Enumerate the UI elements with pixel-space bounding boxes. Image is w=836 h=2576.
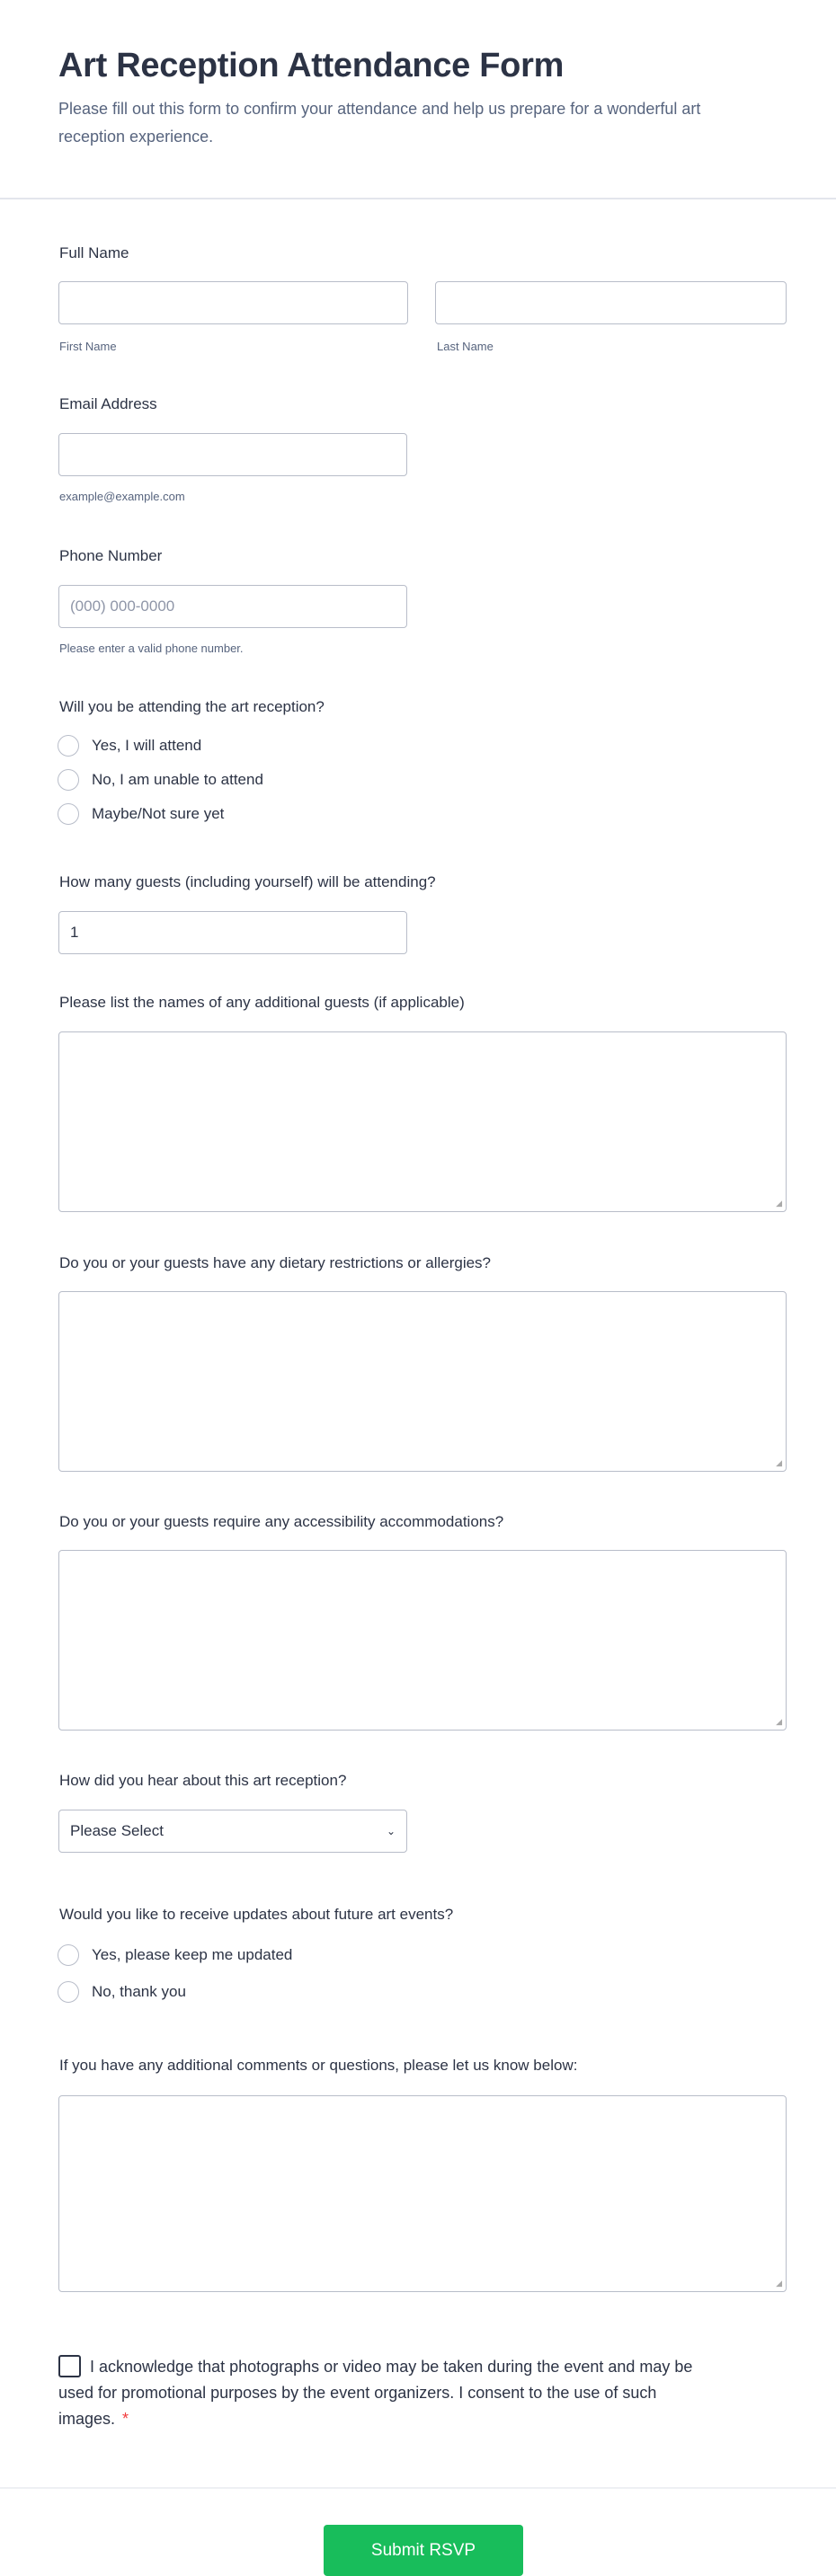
hear-select[interactable] [58,1810,407,1853]
updates-option-no[interactable] [58,1981,186,2003]
chevron-down-icon: ⌄ [386,1825,396,1837]
consent-field [58,2354,715,2432]
phone-placeholder: (000) 000-0000 [70,598,175,615]
hear-label: How did you hear about this art reception? [59,1772,347,1789]
guests-input[interactable]: 1 [58,911,407,954]
attending-option-maybe[interactable] [58,803,224,825]
option-label: No, I am unable to attend [92,771,263,788]
dietary-label: Do you or your guests have any dietary restrictions or allergies? [59,1254,492,1271]
phone-input[interactable] [58,585,407,628]
accessibility-label: Do you or your guests require any accessibility accommodations? [59,1513,504,1530]
last-name-sublabel: Last Name [437,340,494,353]
last-name-input[interactable] [435,281,787,324]
submit-button[interactable]: Submit RSVP [324,2525,523,2576]
radio-circle[interactable] [58,1944,79,1966]
phone-label: Phone Number [59,547,163,564]
option-label: No, thank you [92,1983,186,2000]
attending-label: Will you be attending the art reception? [59,698,325,715]
updates-label: Would you like to receive updates about future art events? [59,1906,454,1923]
dietary-textarea[interactable] [58,1291,787,1472]
first-name-input[interactable] [58,281,408,324]
resize-grip-icon[interactable]: ◢ [776,2279,782,2288]
guests-label: How many guests (including yourself) will be attending? [59,873,436,890]
comments-textarea[interactable] [58,2095,787,2292]
page-title: Art Reception Attendance Form [58,47,565,84]
radio-circle[interactable] [58,803,79,825]
consent-text: I acknowledge that photographs or video may be taken during the event and may be used for promotional purposes by the event organizers. I consent to the use of such images. [58,2358,693,2428]
option-label: Maybe/Not sure yet [92,805,225,822]
email-sublabel: example@example.com [59,490,185,503]
page-subtitle: Please fill out this form to confirm your attendance and help us prepare for a wonderful art reception experience. [58,100,701,146]
comments-label: If you have any additional comments or questions, please let us know below: [59,2057,578,2074]
required-asterisk: * [122,2410,129,2428]
full-name-label: Full Name [59,244,129,261]
email-label: Email Address [59,395,157,412]
attending-option-no[interactable] [58,769,263,791]
consent-checkbox[interactable] [58,2355,81,2377]
email-input[interactable] [58,433,407,476]
first-name-sublabel: First Name [59,340,117,353]
guest-names-label: Please list the names of any additional guests (if applicable) [59,994,465,1011]
accessibility-textarea[interactable] [58,1550,787,1731]
radio-circle[interactable] [58,769,79,791]
resize-grip-icon[interactable]: ◢ [776,1458,782,1467]
option-label: Yes, I will attend [92,737,202,754]
resize-grip-icon[interactable]: ◢ [776,1199,782,1208]
footer-divider [0,2487,836,2489]
resize-grip-icon[interactable]: ◢ [776,1717,782,1726]
guest-names-textarea[interactable] [58,1031,787,1212]
radio-circle[interactable] [58,1981,79,2003]
phone-sublabel: Please enter a valid phone number. [59,642,244,655]
header-divider [0,198,836,199]
radio-circle[interactable] [58,735,79,757]
attending-option-yes[interactable] [58,735,201,757]
option-label: Yes, please keep me updated [92,1946,293,1963]
updates-option-yes[interactable] [58,1944,292,1966]
select-value: Please Select [70,1822,164,1839]
